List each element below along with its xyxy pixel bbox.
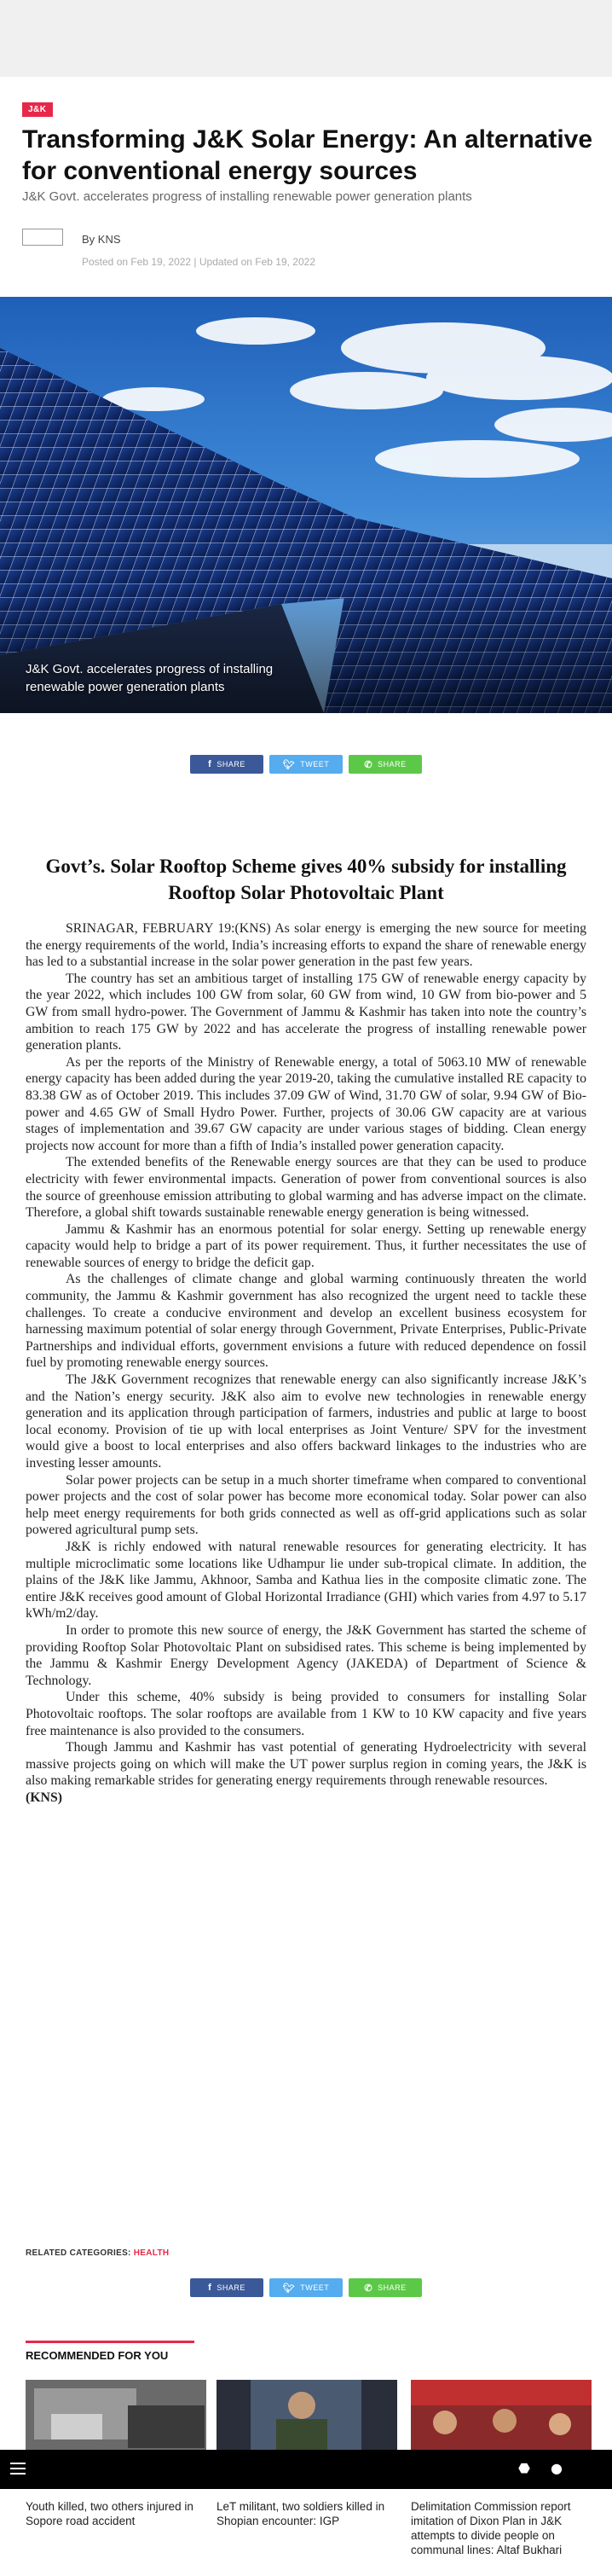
recommended-underline xyxy=(26,2341,194,2343)
facebook-share-label: SHARE xyxy=(217,2283,245,2292)
post-date-meta: Posted on Feb 19, 2022 | Updated on Feb 19, 2022 xyxy=(82,256,315,268)
twitter-share-label: TWEET xyxy=(300,760,330,769)
twitter-share-button[interactable] xyxy=(269,2278,343,2297)
bottom-nav-bar xyxy=(0,2450,612,2489)
recommended-thumbnail[interactable] xyxy=(217,2380,397,2451)
recommended-heading: RECOMMENDED FOR YOU xyxy=(26,2349,169,2362)
paragraph: The country has set an ambitious target of installing 175 GW of renewable energy capacity by the year 2022, which includes 100 GW from solar, 60 GW from wind, 10 GW from bio-power and 5 GW from small hydro-power. The Government of Jammu & Kashmir has taken into note the country’s ambition to reach 175 GW by 2022 and has accelerate the progress of installing renewable power generation plants. xyxy=(26,971,586,1053)
whatsapp-icon: ✆ xyxy=(364,759,373,770)
twitter-share-button[interactable] xyxy=(269,755,343,774)
whatsapp-share-label: SHARE xyxy=(378,2283,407,2292)
recommended-card[interactable] xyxy=(26,2380,206,2527)
twitter-icon: 🐦︎ xyxy=(282,2283,296,2294)
share-bar-bottom xyxy=(0,2278,612,2297)
whatsapp-share-button[interactable] xyxy=(349,755,422,774)
recommended-title[interactable]: Delimitation Commission report imitation of Dixon Plan in J&K attempts to divide people on communal lines: Altaf Bukhari xyxy=(411,2500,571,2556)
facebook-share-label: SHARE xyxy=(217,760,245,769)
paragraph: As the challenges of climate change and global warming continuously threaten the world community, the Jammu & Kashmir government has also recognized the urgent need to tackle these challenges. To create a conducive environment and develop an excellent business ecosystem for harnessing maximum potential of solar energy through Government, Private Enterprises, Public-Private Partnerships and individual efforts, government envisions a future with reduced dependence on fossil fuel by promoting renewable energy sources. xyxy=(26,1272,586,1371)
article-heading: Govt’s. Solar Rooftop Scheme gives 40% subsidy for installing Rooftop Solar Photovoltaic Plant xyxy=(45,856,567,903)
facebook-share-button[interactable] xyxy=(190,755,263,774)
menu-icon[interactable] xyxy=(10,2463,26,2478)
whatsapp-share-button[interactable] xyxy=(349,2278,422,2297)
paragraph: Under this scheme, 40% subsidy is being provided to consumers for installing Solar Photovoltaic rooftops. The solar rooftops are available from 1 KW to 10 KW capacity and five years free maintenance is also provided to the consumers. xyxy=(26,1690,586,1738)
apple-icon[interactable]: ● xyxy=(551,2460,563,2476)
author-avatar[interactable] xyxy=(22,229,63,246)
article-body xyxy=(26,920,586,1806)
hero-caption: J&K Govt. accelerates progress of installing renewable power generation plants xyxy=(26,662,274,694)
recommended-title[interactable]: Youth killed, two others injured in Sopore road accident xyxy=(26,2500,193,2527)
article-title: Transforming J&K Solar Energy: An alternative for conventional energy sources xyxy=(22,125,593,185)
paragraph: Jammu & Kashmir has an enormous potential for solar energy. Setting up renewable energy capacity would help to bridge a part of its power requirement. Thus, it further necessitates the use of renewable sources of energy to bridge the deficit gap. xyxy=(26,1221,586,1270)
article-subtitle: J&K Govt. accelerates progress of installing renewable power generation plants xyxy=(22,189,472,204)
facebook-share-button[interactable] xyxy=(190,2278,263,2297)
hero-image xyxy=(0,297,612,713)
paragraph: In order to promote this new source of energy, the J&K Government has started the scheme of providing Rooftop Solar Photovoltaic Plant on subsidised rates. This scheme is being implemented by the Jammu & Kashmir Energy Development Agency (JAKEDA) of Department of Science & Technology. xyxy=(26,1622,586,1688)
recommended-thumbnail[interactable] xyxy=(411,2380,592,2451)
category-badge[interactable]: J&K xyxy=(22,102,53,117)
recommended-card[interactable] xyxy=(411,2380,592,2556)
top-ad-space xyxy=(0,0,612,77)
twitter-icon: 🐦︎ xyxy=(282,759,296,770)
recommended-card[interactable] xyxy=(217,2380,397,2527)
paragraph: The J&K Government recognizes that renewable energy can also significantly increase J&K’s and the Nation’s energy security. J&K also aim to evolve new technologies in renewable energy generation and its application through participation of farmers, industries and public at large to boost local economy. Provision of tie up with local enterprises as Joint Venture/ SPV for the investment would give a boost to local enterprises and also offers backward linkages to the industries who are investing lesser amounts. xyxy=(26,1372,586,1471)
recommended-thumbnail[interactable] xyxy=(26,2380,206,2451)
facebook-icon: f xyxy=(208,759,212,769)
share-bar-top xyxy=(0,755,612,774)
recommended-title[interactable]: LeT militant, two soldiers killed in Shopian encounter: IGP xyxy=(217,2500,385,2527)
whatsapp-share-label: SHARE xyxy=(378,760,407,769)
related-categories xyxy=(26,2248,169,2258)
author-byline[interactable]: By KNS xyxy=(82,233,121,246)
paragraph: J&K is richly endowed with natural renewable resources for generating electricity. It has multiple microclimatic some locations like Udhampur lie under sub-tropical climate. In addition, the plains of the J&K like Jammu, Akhnoor, Samba and Kathua lies in the composite climatic zone. The entire J&K receives good amount of Global Horizontal Irradiance (GHI) which varies from 4.97 to 5.17 kWh/m2/day. xyxy=(26,1539,586,1622)
article-signoff: (KNS) xyxy=(26,1790,63,1805)
paragraph: Solar power projects can be setup in a much shorter timeframe when compared to conventional power projects and the cost of solar power has become more economical today. Solar power can also help meet energy requirements for both grids connected as well as off-grid applications such as solar powered agricultural pump sets. xyxy=(26,1472,586,1538)
whatsapp-icon: ✆ xyxy=(364,2283,373,2294)
twitter-share-label: TWEET xyxy=(300,2283,330,2292)
paragraph: The extended benefits of the Renewable energy sources are that they can be used to produce electricity with fewer environmental impacts. Generation of power from conventional sources is also the source of greenhouse emission attributing to global warming and has adverse impact on the climate. Therefore, a global shift towards sustainable renewable energy generation is being witnessed. xyxy=(26,1155,586,1221)
paragraph: Though Jammu and Kashmir has vast potential of generating Hydroelectricity with several massive projects going on which will make the UT power surplus region in coming years, the J&K is also making remarkable strides for generating energy requirements through renewable resources. xyxy=(26,1740,586,1789)
paragraph: As per the reports of the Ministry of Renewable energy, a total of 5063.10 MW of renewable energy capacity has been added during the year 2019-20, taking the cumulative installed RE capacity to 83.38 GW as of October 2019. This includes 37.09 GW of Wind, 31.70 GW of solar, 9.94 GW of Bio-power and 4.65 GW of Small Hydro Power. Further, projects of 30.06 GW capacity are at various stages of implementation and 39.67 GW capacity are under various stages of bidding. Clean energy projects now account for more than a fifth of India’s installed power generation capacity. xyxy=(26,1054,586,1153)
related-category-link[interactable]: HEALTH xyxy=(133,2248,170,2258)
paragraph: SRINAGAR, FEBRUARY 19:(KNS) As solar energy is emerging the new source for meeting the energy requirements of the world, India’s increasing efforts to expand the share of renewable energy has led to a substantial increase in the solar power generation in the past few years. xyxy=(26,921,586,970)
android-icon[interactable]: ⬣ xyxy=(518,2460,530,2476)
facebook-icon: f xyxy=(208,2283,212,2293)
related-categories-label: RELATED CATEGORIES: xyxy=(26,2248,131,2258)
